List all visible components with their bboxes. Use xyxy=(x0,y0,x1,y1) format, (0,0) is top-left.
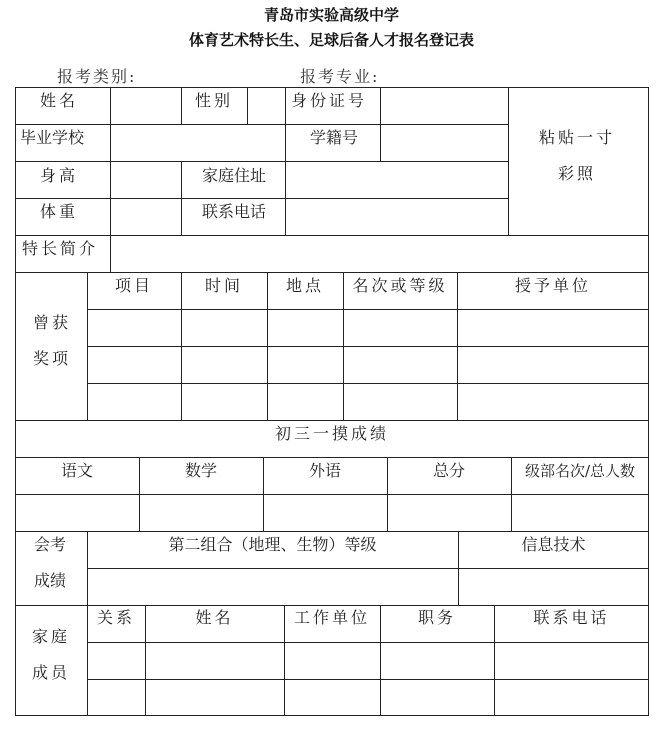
family-col-employer: 工作单位 xyxy=(293,608,370,627)
label-specialty: 特长简介 xyxy=(22,239,99,258)
awards-col-rank: 名次或等级 xyxy=(352,276,448,295)
grid-line-h xyxy=(87,679,649,680)
exam-col-chinese: 语文 xyxy=(60,461,93,480)
grid-line-v xyxy=(508,87,509,235)
grid-line-v xyxy=(110,235,111,272)
label-weight: 体重 xyxy=(40,202,79,221)
grid-line-h xyxy=(15,420,649,421)
label-phone: 联系电话 xyxy=(202,202,267,221)
category-label: 报考类别: xyxy=(57,67,137,86)
grid-line-h xyxy=(15,272,649,273)
label-name: 姓名 xyxy=(40,91,79,110)
grid-line-h xyxy=(87,568,649,569)
exam-col-english: 外语 xyxy=(308,461,341,480)
grid-line-v xyxy=(181,161,182,235)
label-height: 身高 xyxy=(40,166,79,185)
exam-title: 初三一摸成绩 xyxy=(274,424,389,443)
huikao-group2: 第二组合（地理、生物）等级 xyxy=(168,535,377,554)
grid-line-h xyxy=(15,161,508,162)
grid-line-h xyxy=(15,494,649,495)
grid-line-h xyxy=(87,383,649,384)
grid-line-v xyxy=(380,87,381,124)
exam-col-rank: 级部名次/总人数 xyxy=(524,462,636,480)
awards-col-place: 地点 xyxy=(285,276,324,295)
grid-line-h xyxy=(15,605,649,606)
photo-label-line2: 彩照 xyxy=(558,164,597,183)
label-gender: 性别 xyxy=(195,91,234,110)
grid-line-v xyxy=(110,124,111,235)
grid-line-v xyxy=(247,87,248,124)
family-col-name: 姓名 xyxy=(195,608,234,627)
form-title: 体育艺术特长生、足球后备人才报名登记表 xyxy=(188,31,474,49)
exam-col-math: 数学 xyxy=(184,461,217,480)
grid-line-h xyxy=(15,457,649,458)
awards-label-line1: 曾获 xyxy=(33,313,72,332)
grid-line-v xyxy=(285,161,286,235)
grid-line-v xyxy=(285,124,286,161)
grid-line-h xyxy=(15,124,508,125)
grid-line-v xyxy=(285,87,286,124)
family-label-line1: 家庭 xyxy=(32,627,71,646)
awards-col-item: 项目 xyxy=(114,276,153,295)
grid-line-v xyxy=(110,87,111,124)
label-address: 家庭住址 xyxy=(202,166,267,185)
grid-line-h xyxy=(15,198,508,199)
grid-line-h xyxy=(87,309,649,310)
grid-line-v xyxy=(181,87,182,124)
awards-label-line2: 奖项 xyxy=(33,349,72,368)
huikao-label-line2: 成绩 xyxy=(34,571,67,590)
grid-line-h xyxy=(87,346,649,347)
huikao-label-line1: 会考 xyxy=(34,535,67,554)
exam-col-total: 总分 xyxy=(432,461,465,480)
family-col-position: 职务 xyxy=(417,608,456,627)
major-label: 报考专业: xyxy=(300,67,380,86)
label-school: 毕业学校 xyxy=(20,128,85,147)
huikao-it: 信息技术 xyxy=(521,535,586,554)
family-col-phone: 联系电话 xyxy=(533,608,610,627)
photo-label-line1: 粘贴一寸 xyxy=(539,128,616,147)
label-student-no: 学籍号 xyxy=(310,128,359,147)
grid-line-h xyxy=(87,642,649,643)
label-id-number: 身份证号 xyxy=(291,91,368,110)
grid-line-v xyxy=(380,124,381,161)
form-title-school: 青岛市实验高级中学 xyxy=(263,6,399,24)
awards-col-time: 时间 xyxy=(204,276,243,295)
grid-line-h xyxy=(15,531,649,532)
family-label-line2: 成员 xyxy=(32,663,71,682)
family-col-relation: 关系 xyxy=(96,608,135,627)
awards-col-issuer: 授予单位 xyxy=(514,276,591,295)
